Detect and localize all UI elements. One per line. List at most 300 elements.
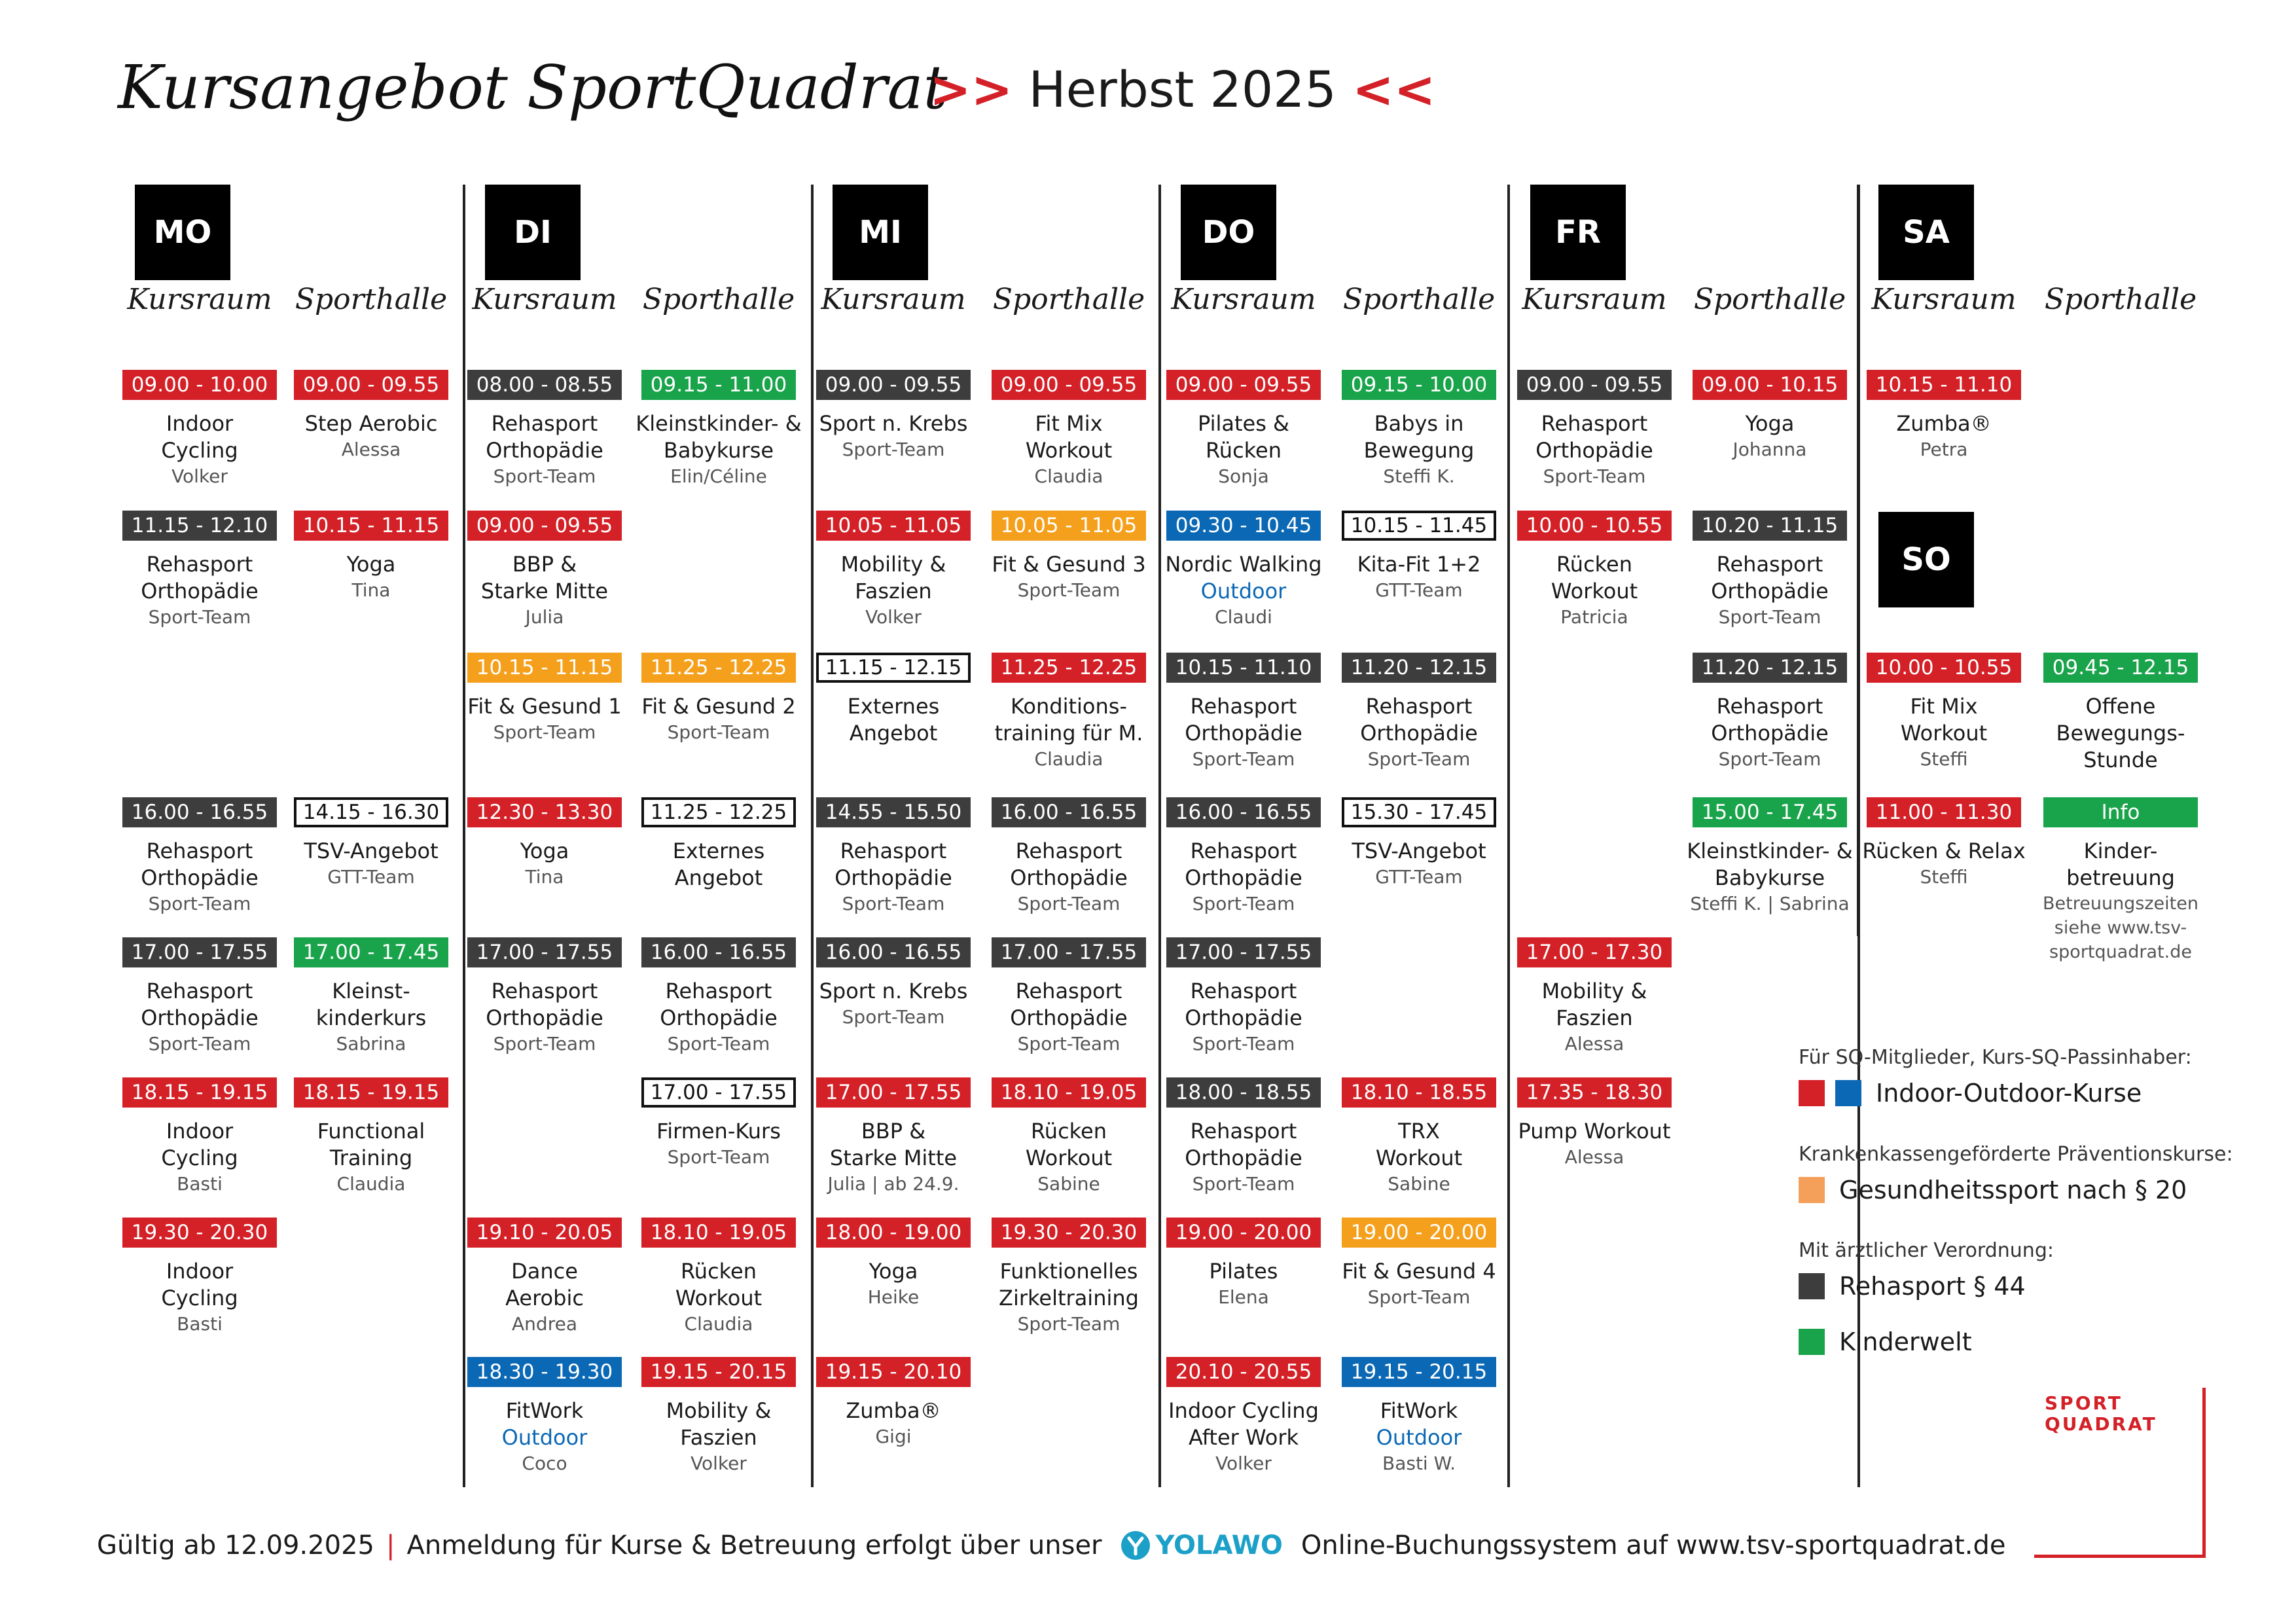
- day-label-so: SO: [1878, 512, 1974, 607]
- instructor-name: Sport-Team: [1017, 1313, 1121, 1335]
- time-badge: 11.15 - 12.10: [122, 511, 277, 541]
- instructor-name: Sport-Team: [1017, 579, 1121, 601]
- time-badge: 09.00 - 09.55: [294, 370, 448, 400]
- time-badge: 18.10 - 19.05: [992, 1077, 1146, 1108]
- time-badge: 19.15 - 20.15: [641, 1357, 796, 1387]
- course-name-line: Rücken: [1030, 1119, 1107, 1144]
- course-entry[interactable]: [1158, 1118, 1329, 1196]
- instructor-name: Basti: [177, 1173, 223, 1195]
- course-name-line: Angebot: [849, 721, 938, 746]
- arrow-right: <<: [1352, 60, 1436, 118]
- time-badge: 10.15 - 11.45: [1342, 511, 1496, 541]
- instructor-name: Heike: [867, 1286, 920, 1308]
- time-badge: 16.00 - 16.55: [816, 937, 971, 967]
- instructor-name: Sport-Team: [493, 1033, 596, 1055]
- time-badge: 11.20 - 12.15: [1693, 653, 1847, 683]
- outdoor-label: Outdoor: [501, 1425, 588, 1450]
- course-entry[interactable]: [286, 978, 456, 1056]
- instructor-name: Sport-Team: [1367, 748, 1471, 770]
- time-badge: 18.10 - 19.05: [641, 1218, 796, 1248]
- time-badge: 09.00 - 09.55: [467, 511, 622, 541]
- day-label-mi: MI: [833, 185, 928, 280]
- time-badge: 16.00 - 16.55: [1166, 797, 1321, 827]
- instructor-name: Tina: [351, 579, 391, 601]
- care-times-note: Betreuungszeiten: [2043, 893, 2198, 914]
- course-entry[interactable]: [808, 838, 978, 916]
- course-entry[interactable]: [984, 693, 1154, 771]
- day-separator: [1857, 185, 1859, 936]
- course-entry[interactable]: [459, 1398, 630, 1475]
- legend-item: [1799, 1176, 2187, 1204]
- course-name-line: Sport n. Krebs: [819, 411, 968, 436]
- course-entry[interactable]: [1685, 551, 1855, 629]
- course-name-line: FitWork: [505, 1398, 584, 1423]
- course-entry[interactable]: [1334, 1118, 1504, 1196]
- course-entry[interactable]: [286, 551, 456, 602]
- time-badge: 18.00 - 18.55: [1166, 1077, 1321, 1108]
- course-name-line: Babykurse: [1714, 865, 1825, 890]
- course-entry[interactable]: [1685, 693, 1855, 771]
- instructor-name: Steffi: [1920, 866, 1968, 888]
- course-name-line: betreuung: [2066, 865, 2175, 890]
- footer: [97, 1530, 2006, 1561]
- course-name-line: Workout: [1025, 1146, 1113, 1170]
- course-name-line: Sport n. Krebs: [819, 979, 968, 1003]
- course-entry[interactable]: [984, 838, 1154, 916]
- instructor-name: Sport-Team: [667, 1033, 770, 1055]
- course-entry[interactable]: [1158, 693, 1329, 771]
- course-name-line: Dance: [511, 1259, 578, 1284]
- course-name-line: Rehasport: [1541, 411, 1648, 436]
- course-name-line: TSV-Angebot: [1352, 839, 1486, 863]
- course-entry[interactable]: [115, 838, 285, 916]
- legend-swatch: [1799, 1329, 1825, 1355]
- instructor-name: Johanna: [1732, 439, 1807, 460]
- course-name-line: Kleinstkinder- &: [1687, 839, 1853, 863]
- room-header-kurs: Kursraum: [821, 283, 966, 316]
- instructor-name: Steffi K.: [1383, 465, 1455, 487]
- course-entry[interactable]: [984, 551, 1154, 602]
- course-name-line: Externes: [672, 839, 765, 863]
- time-badge: 10.15 - 11.10: [1867, 370, 2021, 400]
- course-name-line: Rehasport: [1190, 979, 1297, 1003]
- course-name-line: Orthopädie: [1535, 438, 1653, 463]
- course-entry[interactable]: [808, 1118, 978, 1196]
- instructor-name: Sport-Team: [1192, 748, 1295, 770]
- course-name-line: Rücken: [680, 1259, 757, 1284]
- course-entry[interactable]: [459, 978, 630, 1056]
- yolawo-text: YOLAWO: [1155, 1530, 1283, 1561]
- course-name-line: Workout: [1551, 579, 1638, 604]
- time-badge: 19.00 - 20.00: [1166, 1218, 1321, 1248]
- instructor-name: GTT-Team: [1375, 866, 1463, 888]
- course-entry[interactable]: [1334, 693, 1504, 771]
- legend-swatch: [1799, 1177, 1825, 1203]
- course-entry[interactable]: [286, 410, 456, 461]
- course-name-line: Bewegung: [1363, 438, 1475, 463]
- instructor-name: Petra: [1920, 439, 1968, 460]
- instructor-name: Patricia: [1560, 606, 1628, 628]
- outdoor-label: Outdoor: [1376, 1425, 1462, 1450]
- course-name-line: Orthopädie: [1185, 865, 1302, 890]
- course-name-line: Orthopädie: [141, 865, 259, 890]
- course-name-line: Mobility &: [840, 552, 946, 577]
- course-name-line: Fit Mix: [1035, 411, 1103, 436]
- time-badge: 19.15 - 20.10: [816, 1357, 971, 1387]
- time-badge: 09.15 - 10.00: [1342, 370, 1496, 400]
- course-name-line: Rehasport: [146, 979, 253, 1003]
- instructor-name: Julia: [525, 606, 564, 628]
- course-entry[interactable]: [634, 693, 804, 744]
- course-name-line: Cycling: [161, 1286, 238, 1310]
- course-entry[interactable]: [808, 693, 978, 747]
- course-name-line: kinderkurs: [315, 1005, 427, 1030]
- course-name-line: Rücken: [1205, 438, 1282, 463]
- instructor-name: Alessa: [1564, 1033, 1624, 1055]
- time-badge: 09.00 - 10.15: [1693, 370, 1847, 400]
- course-name-line: Aerobic: [505, 1286, 584, 1310]
- time-badge: 09.00 - 10.00: [122, 370, 277, 400]
- instructor-name: Sabine: [1037, 1173, 1100, 1195]
- room-header-kurs: Kursraum: [1871, 283, 2017, 316]
- course-entry[interactable]: [286, 1118, 456, 1196]
- time-badge: 18.15 - 19.15: [294, 1077, 448, 1108]
- time-badge: 11.25 - 12.25: [641, 797, 796, 827]
- day-separator: [1507, 185, 1510, 1487]
- time-badge: 17.35 - 18.30: [1517, 1077, 1672, 1108]
- course-entry[interactable]: [634, 410, 804, 488]
- instructor-name: Andrea: [512, 1313, 577, 1335]
- course-entry[interactable]: [459, 1258, 630, 1336]
- course-entry[interactable]: [1685, 838, 1855, 916]
- course-name-line: FitWork: [1380, 1398, 1458, 1423]
- course-entry[interactable]: [1859, 693, 2029, 771]
- course-entry[interactable]: [459, 838, 630, 889]
- legend-swatches: [1799, 1329, 1825, 1355]
- course-entry[interactable]: [1334, 551, 1504, 602]
- course-name-line: Zirkeltraining: [999, 1286, 1139, 1310]
- course-name-line: TSV-Angebot: [304, 839, 439, 863]
- instructor-name: Sport-Team: [148, 606, 251, 628]
- course-name-line: Orthopädie: [1010, 865, 1128, 890]
- course-name-line: Externes: [847, 694, 940, 719]
- instructor-name: Elin/Céline: [670, 465, 767, 487]
- course-name-line: Rehasport: [1716, 694, 1823, 719]
- time-badge: 17.00 - 17.55: [641, 1077, 796, 1108]
- outdoor-label: Outdoor: [1200, 579, 1287, 604]
- course-entry[interactable]: [459, 410, 630, 488]
- legend-swatches: [1799, 1080, 1861, 1106]
- legend-item: [1799, 1079, 2142, 1108]
- course-name-line: Faszien: [855, 579, 932, 604]
- course-name-line: BBP &: [861, 1119, 926, 1144]
- instructor-name: Sport-Team: [1192, 893, 1295, 914]
- legend-item: [1799, 1272, 2026, 1301]
- course-entry[interactable]: [2036, 838, 2206, 964]
- instructor-name: Sabrina: [336, 1033, 406, 1055]
- course-entry[interactable]: [808, 551, 978, 629]
- time-badge: 17.00 - 17.55: [816, 1077, 971, 1108]
- course-entry[interactable]: [1334, 838, 1504, 889]
- instructor-name: Basti W.: [1382, 1453, 1456, 1474]
- time-badge: 09.00 - 09.55: [816, 370, 971, 400]
- legend-swatch: [1799, 1273, 1825, 1299]
- valid-from: Gültig ab 12.09.2025: [97, 1530, 375, 1561]
- course-entry[interactable]: [115, 551, 285, 629]
- time-badge: 18.15 - 19.15: [122, 1077, 277, 1108]
- legend-swatch: [1799, 1080, 1825, 1106]
- course-name-line: Starke Mitte: [480, 579, 609, 604]
- course-name-line: Fit & Gesund 1: [467, 694, 622, 719]
- room-header-halle: Sporthalle: [2044, 283, 2197, 316]
- course-entry[interactable]: [634, 838, 804, 892]
- time-badge: 19.00 - 20.00: [1342, 1218, 1496, 1248]
- course-entry[interactable]: [459, 551, 630, 629]
- course-entry[interactable]: [1859, 410, 2029, 461]
- time-badge: 17.00 - 17.55: [122, 937, 277, 967]
- time-badge: 14.15 - 16.30: [294, 797, 448, 827]
- course-name-line: Pilates &: [1197, 411, 1289, 436]
- course-name-line: Nordic Walking: [1165, 552, 1322, 577]
- page-title: Kursangebot SportQuadrat: [118, 52, 948, 122]
- time-badge: 16.00 - 16.55: [122, 797, 277, 827]
- instructor-name: Volker: [1215, 1453, 1272, 1474]
- course-entry[interactable]: [1158, 551, 1329, 629]
- course-name-line: Babykurse: [663, 438, 774, 463]
- instructor-name: Volker: [171, 465, 228, 487]
- course-entry[interactable]: [984, 1118, 1154, 1196]
- instructor-name: Volker: [691, 1453, 747, 1474]
- room-header-kurs: Kursraum: [472, 283, 617, 316]
- course-entry[interactable]: [1334, 1258, 1504, 1309]
- time-badge: 18.00 - 19.00: [816, 1218, 971, 1248]
- instructor-name: Coco: [522, 1453, 567, 1474]
- time-badge: 19.15 - 20.15: [1342, 1357, 1496, 1387]
- course-name-line: Cycling: [161, 1146, 238, 1170]
- course-name-line: Indoor: [166, 411, 234, 436]
- instructor-name: Sonja: [1218, 465, 1269, 487]
- course-name-line: Pilates: [1209, 1259, 1278, 1284]
- course-entry[interactable]: [1685, 410, 1855, 461]
- course-entry[interactable]: [115, 1118, 285, 1196]
- time-badge: 17.00 - 17.45: [294, 937, 448, 967]
- course-entry[interactable]: [808, 978, 978, 1029]
- course-entry[interactable]: [634, 1118, 804, 1169]
- course-entry[interactable]: [1859, 838, 2029, 889]
- legend-swatch: [1835, 1080, 1861, 1106]
- instructor-name: Sport-Team: [842, 1006, 945, 1028]
- instructor-name: Sport-Team: [667, 721, 770, 743]
- course-name-line: Rücken: [1556, 552, 1633, 577]
- time-badge: 16.00 - 16.55: [992, 797, 1146, 827]
- time-badge: 10.00 - 10.55: [1517, 511, 1672, 541]
- time-badge: 17.00 - 17.55: [1166, 937, 1321, 967]
- course-name-line: Pump Workout: [1518, 1119, 1671, 1144]
- legend-label: Gesundheitssport nach § 20: [1839, 1176, 2187, 1204]
- instructor-name: Sport-Team: [148, 893, 251, 914]
- course-name-line: Bewegungs-: [2056, 721, 2185, 746]
- time-badge: 19.30 - 20.30: [992, 1218, 1146, 1248]
- course-name-line: Stunde: [2083, 748, 2158, 772]
- course-entry[interactable]: [984, 410, 1154, 488]
- time-badge: 11.00 - 11.30: [1867, 797, 2021, 827]
- day-label-di: DI: [485, 185, 581, 280]
- course-entry[interactable]: [1158, 978, 1329, 1056]
- time-badge: 17.00 - 17.55: [992, 937, 1146, 967]
- course-name-line: Rehasport: [1365, 694, 1473, 719]
- course-entry[interactable]: [1158, 1398, 1329, 1475]
- instructor-name: Claudia: [1034, 465, 1103, 487]
- yolawo-logo: [1121, 1530, 1283, 1561]
- course-name-line: Orthopädie: [1711, 721, 1829, 746]
- instructor-name: Alessa: [1564, 1146, 1624, 1168]
- course-name-line: Indoor: [166, 1259, 234, 1284]
- course-entry[interactable]: [984, 978, 1154, 1056]
- course-entry[interactable]: [1158, 838, 1329, 916]
- time-badge: 11.15 - 12.15: [816, 653, 971, 683]
- course-entry[interactable]: [1334, 1398, 1504, 1475]
- course-name-line: Workout: [1375, 1146, 1463, 1170]
- course-name-line: TRX: [1398, 1119, 1440, 1144]
- time-badge: 19.10 - 20.05: [467, 1218, 622, 1248]
- course-entry[interactable]: [808, 410, 978, 461]
- time-badge: 11.25 - 12.25: [641, 653, 796, 683]
- course-name-line: Step Aerobic: [304, 411, 438, 436]
- instructor-name: Sport-Team: [493, 465, 596, 487]
- room-header-halle: Sporthalle: [992, 283, 1145, 316]
- course-entry[interactable]: [634, 1398, 804, 1475]
- course-name-line: Fit Mix: [1910, 694, 1978, 719]
- legend-item: [1799, 1327, 1972, 1356]
- legend-heading: Für SQ-Mitglieder, Kurs-SQ-Passinhaber:: [1799, 1046, 2192, 1069]
- instructor-name: GTT-Team: [327, 866, 415, 888]
- course-entry[interactable]: [286, 838, 456, 889]
- time-badge: 15.30 - 17.45: [1342, 797, 1496, 827]
- instructor-name: Sport-Team: [667, 1146, 770, 1168]
- course-name-line: Workout: [1900, 721, 1988, 746]
- time-badge: 09.45 - 12.15: [2043, 653, 2198, 683]
- course-entry[interactable]: [1158, 1258, 1329, 1309]
- footer-separator: |: [386, 1530, 395, 1561]
- course-entry[interactable]: [1509, 1118, 1679, 1169]
- course-entry[interactable]: [459, 693, 630, 744]
- course-name-line: Faszien: [680, 1425, 757, 1450]
- course-name-line: Workout: [1025, 438, 1113, 463]
- instructor-name: Claudia: [684, 1313, 753, 1335]
- course-entry[interactable]: [984, 1258, 1154, 1336]
- time-badge: 18.30 - 19.30: [467, 1357, 622, 1387]
- logo-line-1: SPORT: [2045, 1392, 2123, 1414]
- time-badge: 09.00 - 09.55: [1517, 370, 1672, 400]
- instructor-name: Volker: [865, 606, 922, 628]
- course-name-line: Indoor Cycling: [1168, 1398, 1319, 1423]
- time-badge: 11.20 - 12.15: [1342, 653, 1496, 683]
- time-badge: 09.15 - 11.00: [641, 370, 796, 400]
- course-name-line: Kita-Fit 1+2: [1357, 552, 1481, 577]
- course-name-line: Orthopädie: [141, 1005, 259, 1030]
- course-name-line: Rehasport: [491, 411, 598, 436]
- instructor-name: Sport-Team: [1017, 893, 1121, 914]
- time-badge: 17.00 - 17.55: [467, 937, 622, 967]
- course-name-line: Fit & Gesund 4: [1342, 1259, 1496, 1284]
- yolawo-icon: [1121, 1530, 1151, 1561]
- course-name-line: Rehasport: [146, 839, 253, 863]
- course-entry[interactable]: [2036, 693, 2206, 774]
- instructor-name: Claudi: [1215, 606, 1272, 628]
- course-name-line: Rehasport: [146, 552, 253, 577]
- course-entry[interactable]: [1509, 978, 1679, 1056]
- course-entry[interactable]: [1158, 410, 1329, 488]
- day-label-mo: MO: [135, 185, 230, 280]
- course-entry[interactable]: [808, 1398, 978, 1449]
- instructor-name: Sport-Team: [493, 721, 596, 743]
- course-name-line: Orthopädie: [834, 865, 952, 890]
- logo-line-2: QUADRAT: [2045, 1413, 2157, 1435]
- instructor-name: Steffi K. | Sabrina: [1690, 893, 1850, 914]
- course-name-line: Rehasport: [1716, 552, 1823, 577]
- instructor-name: Elena: [1218, 1286, 1269, 1308]
- time-badge: 09.30 - 10.45: [1166, 511, 1321, 541]
- course-entry[interactable]: [808, 1258, 978, 1309]
- course-name-line: Rehasport: [665, 979, 772, 1003]
- course-name-line: Rehasport: [1015, 979, 1122, 1003]
- course-entry[interactable]: [1334, 410, 1504, 488]
- course-name-line: training für M.: [994, 721, 1143, 746]
- course-entry[interactable]: [115, 410, 285, 488]
- room-header-halle: Sporthalle: [642, 283, 795, 316]
- instructor-name: Steffi: [1920, 748, 1968, 770]
- instructor-name: Basti: [177, 1313, 223, 1335]
- course-entry[interactable]: [634, 978, 804, 1056]
- time-badge: 10.05 - 11.05: [816, 511, 971, 541]
- time-badge: 17.00 - 17.30: [1517, 937, 1672, 967]
- time-badge: 20.10 - 20.55: [1166, 1357, 1321, 1387]
- course-entry[interactable]: [115, 978, 285, 1056]
- time-badge: 11.25 - 12.25: [992, 653, 1146, 683]
- instructor-name: Sport-Team: [1367, 1286, 1471, 1308]
- course-entry[interactable]: [1509, 410, 1679, 488]
- course-name-line: Zumba®: [1896, 411, 1992, 436]
- legend-heading: Mit ärztlicher Verordnung:: [1799, 1239, 2054, 1262]
- instructor-name: Sport-Team: [842, 893, 945, 914]
- course-name-line: Rehasport: [840, 839, 947, 863]
- legend-label: Kinderwelt: [1839, 1327, 1972, 1356]
- season-text: Herbst 2025: [1028, 60, 1336, 118]
- day-label-sa: SA: [1878, 185, 1974, 280]
- instructor-name: Sport-Team: [1718, 748, 1821, 770]
- legend-swatches: [1799, 1273, 1825, 1299]
- course-entry[interactable]: [634, 1258, 804, 1336]
- course-name-line: Mobility &: [666, 1398, 772, 1423]
- course-name-line: Rehasport: [1190, 694, 1297, 719]
- instructor-name: Sport-Team: [842, 439, 945, 460]
- course-name-line: Orthopädie: [486, 1005, 603, 1030]
- instructor-name: Sabine: [1388, 1173, 1450, 1195]
- course-name-line: Orthopädie: [1360, 721, 1478, 746]
- course-name-line: Offene: [2085, 694, 2156, 719]
- course-name-line: Rehasport: [1015, 839, 1122, 863]
- room-header-halle: Sporthalle: [295, 283, 448, 316]
- course-name-line: Indoor: [166, 1119, 234, 1144]
- time-badge: 10.15 - 11.15: [294, 511, 448, 541]
- instructor-name: Julia | ab 24.9.: [827, 1173, 960, 1195]
- time-badge: 19.30 - 20.30: [122, 1218, 277, 1248]
- time-badge: 10.20 - 11.15: [1693, 511, 1847, 541]
- course-entry[interactable]: [1509, 551, 1679, 629]
- room-header-kurs: Kursraum: [127, 283, 272, 316]
- course-entry[interactable]: [115, 1258, 285, 1336]
- course-name-line: BBP &: [512, 552, 577, 577]
